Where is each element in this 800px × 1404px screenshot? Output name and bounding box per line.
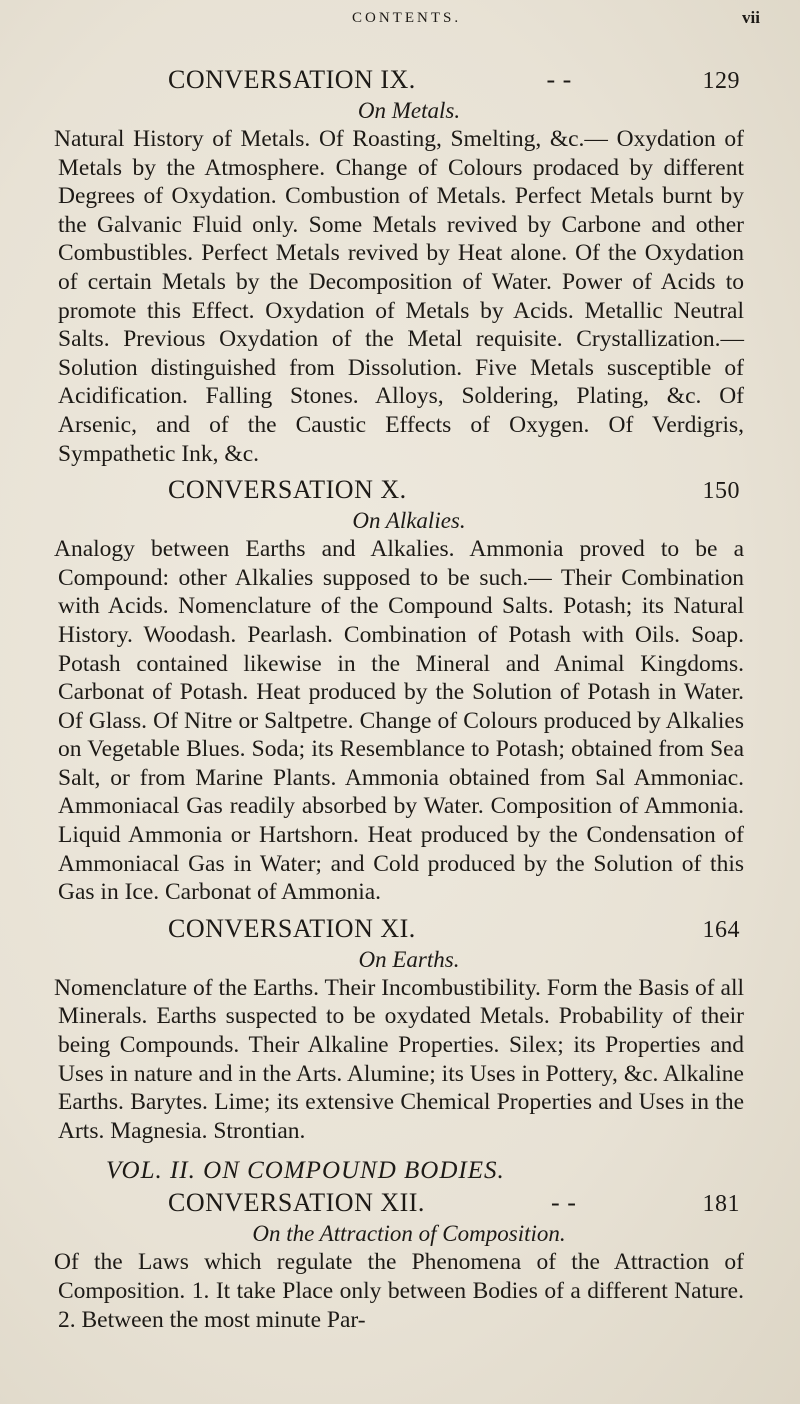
volume-heading: VOL. II. ON COMPOUND BODIES. xyxy=(106,1157,505,1185)
section-page: 181 xyxy=(702,1191,740,1218)
contents-body xyxy=(54,64,744,1340)
section-title: CONVERSATION XII. xyxy=(168,1188,425,1218)
section-summary: Nomenclature of the Earths. Their Incombustibility. Form the Basis of all Minerals. Earths suspected to be oxydated Metals. Probability of their being Compounds. Their Alkaline Properties. Silex; its Properties and Uses in nature and in the Arts. Alumine; its Uses in Pottery, &c. Alkaline Earths. Barytes. Lime; its extensive Chemical Properties and Uses in the Arts. Magnesia. Strontian. xyxy=(54,974,744,1144)
running-head-title: CONTENTS. xyxy=(352,10,462,26)
section-heading xyxy=(54,913,744,946)
section-heading xyxy=(54,1187,744,1220)
section-dashes: - - xyxy=(551,1188,577,1218)
section-page: 129 xyxy=(702,68,740,94)
section-subject: On the Attraction of Composition. xyxy=(252,1221,566,1247)
section-title: CONVERSATION IX. xyxy=(168,65,416,94)
section-heading xyxy=(54,474,744,507)
section-summary: Analogy between Earths and Alkalies. Ammonia proved to be a Compound: other Alkalies supposed to be such.— Their Combination with Acids. Nomenclature of the Compound Salts. Potash; its Natural History. Woodash. Pearlash. Combination of Potash with Oils. Soap. Potash contained likewise in the Mineral and Animal Kingdoms. Carbonat of Potash. Heat produced by the Solution of Potash in Water. Of Glass. Of Nitre or Saltpetre. Change of Colours produced by Alkalies on Vegetable Blues. Soda; its Resemblance to Potash; obtained from Sea Salt, or from Marine Plants. Ammonia obtained from Sal Ammoniac. Ammoniacal Gas readily absorbed by Water. Composition of Ammonia. Liquid Ammonia or Hartshorn. Heat produced by the Condensation of Ammoniacal Gas in Water; and Cold produced by the Solution of this Gas in Ice. Carbonat of Ammonia. xyxy=(54,536,744,906)
page-number: vii xyxy=(742,8,760,27)
section-subject: On Earths. xyxy=(358,946,460,972)
section-page: 164 xyxy=(702,916,740,943)
section-subject: On Alkalies. xyxy=(352,508,466,534)
section-page: 150 xyxy=(702,478,740,505)
section-summary: Of the Laws which regulate the Phenomena of the Attraction of Composition. 1. It take Place only between Bodies of a different Nature. 2. Between the most minute Par- xyxy=(54,1249,744,1333)
section-title: CONVERSATION X. xyxy=(168,475,407,505)
section-dashes: - - xyxy=(546,65,572,94)
section-title: CONVERSATION XI. xyxy=(168,913,416,943)
section-heading xyxy=(54,64,744,97)
section-subject: On Metals. xyxy=(357,98,461,123)
running-head xyxy=(0,6,800,36)
section-summary: Natural History of Metals. Of Roasting, Smelting, &c.— Oxydation of Metals by the Atmosphere. Change of Colours prodaced by different Degrees of Oxydation. Combustion of Metals. Perfect Metals burnt by the Galvanic Fluid only. Some Metals revived by Carbone and other Combustibles. Perfect Metals revived by Heat alone. Of the Oxydation of certain Metals by the Decomposition of Water. Power of Acids to promote this Effect. Oxydation of Metals by Acids. Metallic Neutral Salts. Previous Oxydation of the Metal requisite. Crystallization.— Solution distinguished from Dissolution. Five Metals susceptible of Acidification. Falling Stones. Alloys, Soldering, Plating, &c. Of Arsenic, and of the Caustic Effects of Oxygen. Of Verdigris, Sympathetic Ink, &c. xyxy=(54,126,744,467)
